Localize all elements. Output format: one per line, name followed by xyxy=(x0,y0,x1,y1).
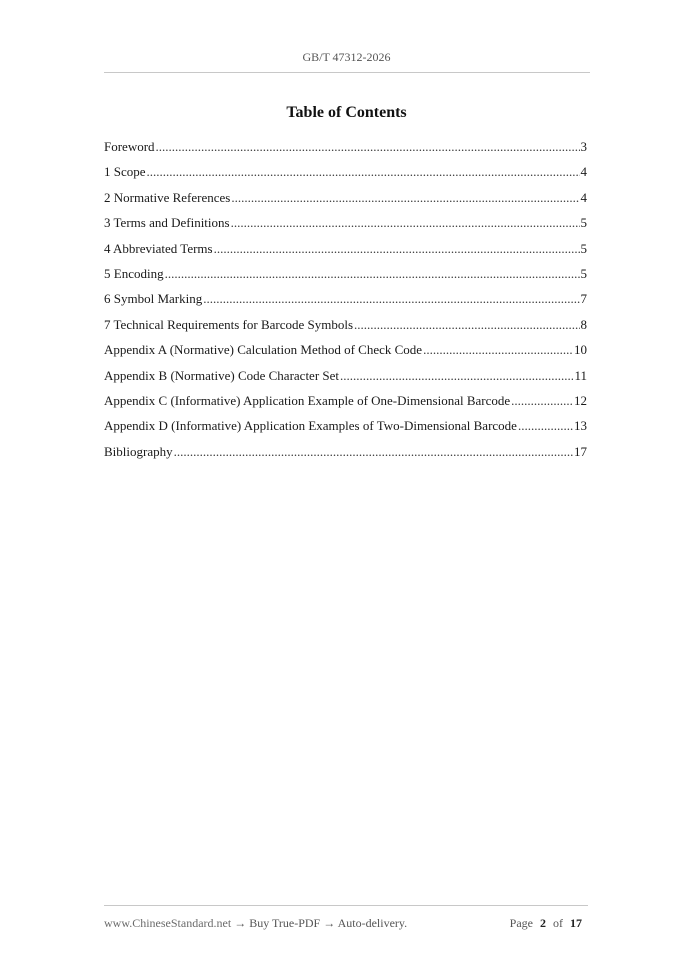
footer-promo xyxy=(104,916,407,931)
dot-leader xyxy=(511,393,573,409)
toc-entry-page: 7 xyxy=(580,291,587,307)
toc-entry-label: Appendix B (Normative) Code Character Set xyxy=(104,367,340,383)
dot-leader xyxy=(174,444,573,460)
toc-entry-page: 5 xyxy=(580,240,587,256)
toc-entry-label: Appendix D (Informative) Application Examples of Two-Dimensional Barcode xyxy=(104,418,517,434)
dot-leader xyxy=(214,241,580,257)
dot-leader xyxy=(231,190,579,206)
total-pages: 17 xyxy=(570,916,582,930)
toc-entry-page: 5 xyxy=(580,265,587,281)
arrow-right-icon: → xyxy=(234,916,247,930)
toc-entry-page: 4 xyxy=(580,189,587,205)
toc-entry-page: 4 xyxy=(580,164,587,180)
dot-leader xyxy=(147,164,580,180)
page-footer xyxy=(104,916,586,931)
toc-entry-label: 7 Technical Requirements for Barcode Symbols xyxy=(104,316,354,332)
page-word: Page xyxy=(509,916,533,930)
toc-entry-page: 12 xyxy=(574,392,587,408)
toc-entry-label: 4 Abbreviated Terms xyxy=(104,240,213,256)
toc-entry-label: Appendix C (Informative) Application Example of One-Dimensional Barcode xyxy=(104,392,511,408)
toc-entry-page: 10 xyxy=(574,342,587,358)
toc-entry-label: 2 Normative References xyxy=(104,189,231,205)
toc-title: Table of Contents xyxy=(286,104,407,121)
page-number xyxy=(510,916,586,931)
toc-entry-bibliography[interactable] xyxy=(104,444,587,469)
dot-leader xyxy=(203,291,579,307)
toc-entry-appendix-b[interactable] xyxy=(104,368,587,393)
toc-entry-page: 8 xyxy=(580,316,587,332)
toc-entry-page: 13 xyxy=(574,418,587,434)
toc-entry-scope[interactable] xyxy=(104,164,587,189)
toc-entry-abbreviated-terms[interactable] xyxy=(104,241,587,266)
toc-entry-label: Appendix A (Normative) Calculation Method of Check Code xyxy=(104,342,423,358)
current-page: 2 xyxy=(540,916,546,930)
toc-entry-symbol-marking[interactable] xyxy=(104,291,587,316)
header-divider xyxy=(104,72,590,73)
footer-divider xyxy=(104,905,588,906)
toc-entry-appendix-d[interactable] xyxy=(104,418,587,443)
dot-leader xyxy=(165,266,580,282)
dot-leader xyxy=(340,368,573,384)
of-word: of xyxy=(553,916,563,930)
arrow-right-icon: → xyxy=(323,916,336,930)
site-link[interactable]: www.ChineseStandard.net xyxy=(104,916,232,930)
toc-entry-encoding[interactable] xyxy=(104,266,587,291)
toc-entry-page: 5 xyxy=(580,215,587,231)
standard-code-header: GB/T 47312-2026 xyxy=(302,50,391,64)
toc-entry-foreword[interactable] xyxy=(104,139,587,164)
toc-entry-page: 17 xyxy=(574,443,587,459)
toc-entry-label: 5 Encoding xyxy=(104,265,164,281)
toc-entry-technical-requirements[interactable] xyxy=(104,317,587,342)
dot-leader xyxy=(423,342,573,358)
toc-entry-label: Bibliography xyxy=(104,443,173,459)
dot-leader xyxy=(156,139,580,155)
dot-leader xyxy=(518,418,573,434)
dot-leader xyxy=(354,317,579,333)
toc-entry-label: 6 Symbol Marking xyxy=(104,291,203,307)
toc-entry-label: 1 Scope xyxy=(104,164,146,180)
toc-entry-terms-definitions[interactable] xyxy=(104,215,587,240)
toc-entry-page: 11 xyxy=(574,367,587,383)
dot-leader xyxy=(231,215,580,231)
toc-entry-label: 3 Terms and Definitions xyxy=(104,215,230,231)
toc-entry-appendix-a[interactable] xyxy=(104,342,587,367)
auto-delivery-text: Auto-delivery. xyxy=(337,916,408,930)
buy-true-pdf-link[interactable]: Buy True-PDF xyxy=(249,916,321,930)
toc-list xyxy=(104,139,587,469)
toc-entry-label: Foreword xyxy=(104,139,155,154)
toc-entry-page: 3 xyxy=(580,139,587,154)
toc-entry-normative-references[interactable] xyxy=(104,190,587,215)
toc-entry-appendix-c[interactable] xyxy=(104,393,587,418)
